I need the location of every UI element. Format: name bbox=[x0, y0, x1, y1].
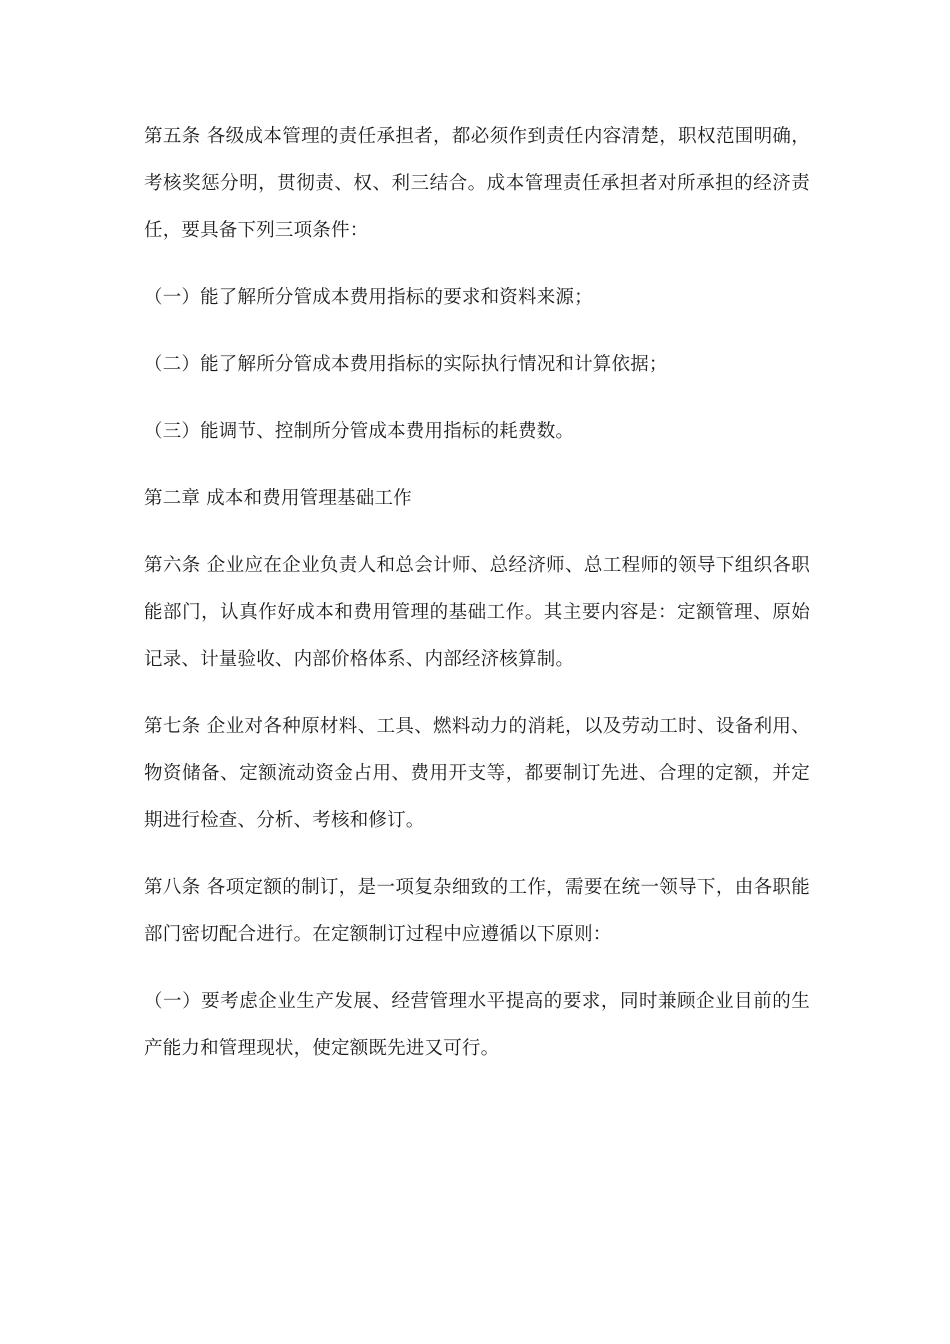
article-5-paragraph: 第五条 各级成本管理的责任承担者，都必须作到责任内容清楚，职权范围明确，考核奖惩分明，贯彻责、权、利三结合。成本管理责任承担者对所承担的经济责任，要具备下列三项条件： bbox=[144, 126, 810, 241]
article-5-condition-3: （三）能调节、控制所分管成本费用指标的耗费数。 bbox=[144, 421, 575, 442]
chapter-2-heading: 第二章 成本和费用管理基础工作 bbox=[144, 488, 412, 509]
article-7-paragraph: 第七条 企业对各种原材料、工具、燃料动力的消耗，以及劳动工时、设备利用、物资储备、定额流动资金占用、费用开支等，都要制订先进、合理的定额，并定期进行检查、分析、考核和修订。 bbox=[144, 716, 810, 831]
article-8-paragraph: 第八条 各项定额的制订，是一项复杂细致的工作，需要在统一领导下，由各职能部门密切配合进行。在定额制订过程中应遵循以下原则： bbox=[144, 877, 810, 945]
document-body bbox=[144, 113, 810, 1092]
article-5-condition-2: （二）能了解所分管成本费用指标的实际执行情况和计算依据； bbox=[144, 354, 668, 375]
article-6-paragraph: 第六条 企业应在企业负责人和总会计师、总经济师、总工程师的领导下组织各职能部门，认真作好成本和费用管理的基础工作。其主要内容是：定额管理、原始记录、计量验收、内部价格体系、内部经济核算制。 bbox=[144, 555, 810, 670]
article-8-principle-1: （一）要考虑企业生产发展、经营管理水平提高的要求，同时兼顾企业目前的生产能力和管理现状，使定额既先进又可行。 bbox=[144, 991, 810, 1059]
article-5-condition-1: （一）能了解所分管成本费用指标的要求和资料来源； bbox=[144, 287, 593, 308]
